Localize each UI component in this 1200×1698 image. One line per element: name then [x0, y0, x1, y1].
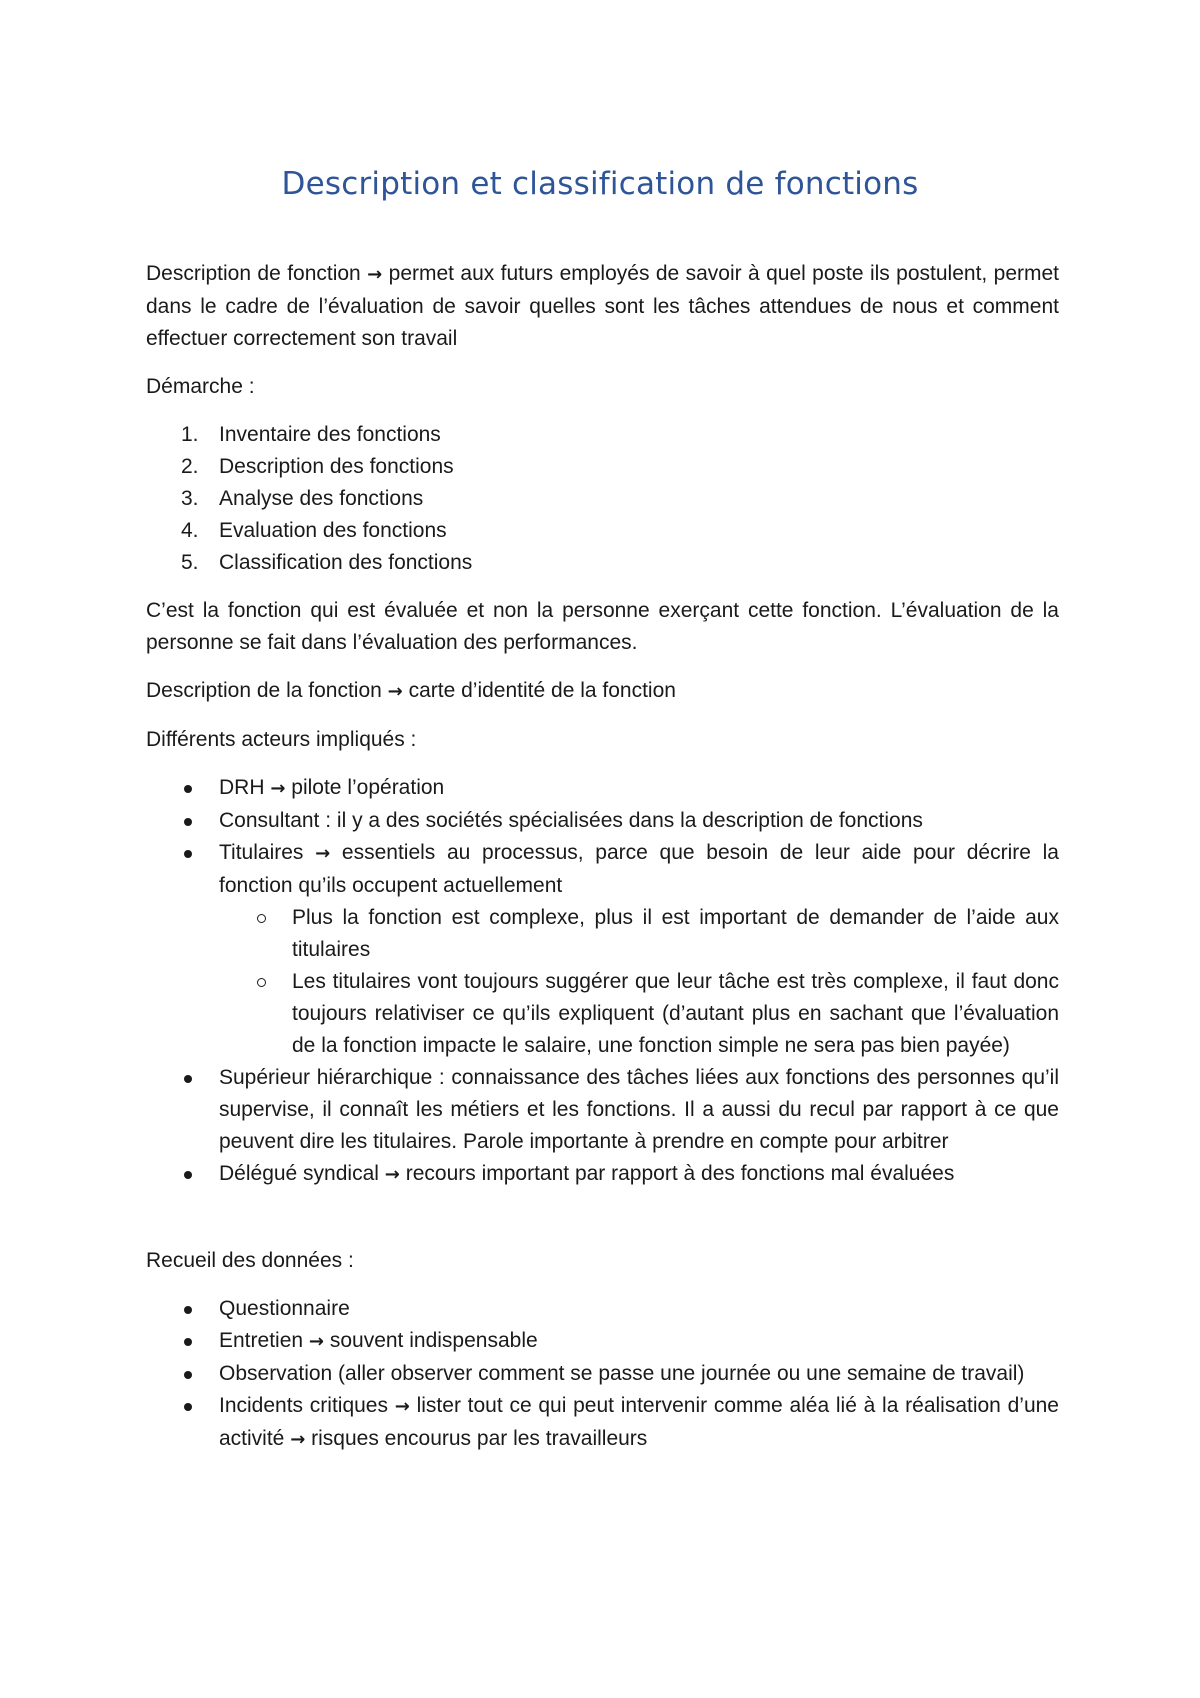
arrow-icon: →	[394, 1396, 410, 1417]
arrow-icon: →	[384, 1164, 400, 1185]
list-item	[146, 451, 1059, 483]
hollow-bullet-icon	[257, 978, 266, 987]
item-text: recours important par rapport à des fonctions mal évaluées	[405, 1162, 955, 1185]
list-item	[146, 837, 1059, 902]
list-item	[146, 805, 1059, 837]
demarche-label: Démarche :	[146, 375, 255, 398]
item-text: Inventaire des fonctions	[219, 423, 441, 446]
item-text: Supérieur hiérarchique : connaissance des tâches liées aux fonctions des personnes qu’il supervise, il connaît les métiers et les fonctions. Il a aussi du recul par rapport à ce que peuvent dire les titulaires. Parole importante à prendre en compte pour arbitrer	[219, 1066, 1059, 1153]
list-item	[146, 1062, 1059, 1158]
item-text: pilote l’opération	[291, 776, 445, 799]
bullet-icon	[184, 818, 192, 826]
sub-list-item	[219, 966, 1059, 1062]
bullet-icon	[184, 1306, 192, 1314]
intro-rest: permet aux futurs employés de savoir à quel poste ils postulent, permet dans le cadre de l’évaluation de savoir quelles sont les tâches attendues de nous et comment effectuer correctement son travail	[146, 262, 1059, 350]
item-lead: Délégué syndical	[219, 1162, 379, 1185]
recueil-list	[146, 1293, 1059, 1456]
list-item	[146, 547, 1059, 579]
bullet-icon	[184, 1338, 192, 1346]
item-text: Consultant : il y a des sociétés spécialisées dans la description de fonctions	[219, 809, 923, 832]
item-number: 1.	[181, 423, 199, 446]
bullet-icon	[184, 850, 192, 858]
arrow-icon: →	[270, 778, 286, 799]
blank-line	[146, 1207, 1059, 1245]
bullet-icon	[184, 1075, 192, 1083]
item-text: Observation (aller observer comment se passe une journée ou une semaine de travail)	[219, 1362, 1025, 1385]
item-text: souvent indispensable	[329, 1329, 538, 1352]
carte-paragraph	[146, 675, 1059, 708]
list-item	[146, 1293, 1059, 1325]
item-text: Analyse des fonctions	[219, 487, 424, 510]
intro-paragraph	[146, 258, 1059, 355]
carte-lead: Description de la fonction	[146, 679, 382, 702]
item-number: 5.	[181, 551, 199, 574]
bullet-icon	[184, 1171, 192, 1179]
list-item	[146, 515, 1059, 547]
sub-list-item	[219, 902, 1059, 966]
bullet-icon	[184, 1403, 192, 1411]
item-text: Evaluation des fonctions	[219, 519, 447, 542]
carte-rest: carte d’identité de la fonction	[408, 679, 676, 702]
list-item	[146, 419, 1059, 451]
hollow-bullet-icon	[257, 914, 266, 923]
acteurs-label: Différents acteurs impliqués :	[146, 728, 417, 751]
item-text: essentiels au processus, parce que besoin de leur aide pour décrire la fonction qu’ils occupent actuellement	[219, 841, 1059, 897]
bullet-icon	[184, 785, 192, 793]
item-lead: Entretien	[219, 1329, 304, 1352]
item-text: Plus la fonction est complexe, plus il est important de demander de l’aide aux titulaires	[292, 906, 1059, 961]
item-number: 3.	[181, 487, 199, 510]
list-item	[146, 1390, 1059, 1456]
list-item	[146, 772, 1059, 805]
list-item	[146, 1358, 1059, 1390]
item-number: 4.	[181, 519, 199, 542]
item-text: Questionnaire	[219, 1297, 350, 1320]
list-item	[146, 1325, 1059, 1358]
intro-lead: Description de fonction	[146, 262, 361, 285]
item-lead: Incidents critiques	[219, 1394, 388, 1417]
evaluation-note: C’est la fonction qui est évaluée et non la personne exerçant cette fonction. L’évaluation de la personne se fait dans l’évaluation des performances.	[146, 599, 1059, 654]
page-title: Description et classification de fonctions	[281, 166, 919, 202]
document-body	[146, 258, 1059, 1472]
arrow-icon: →	[387, 681, 403, 702]
item-number: 2.	[181, 455, 199, 478]
item-text: lister tout ce qui peut intervenir comme aléa lié à la réalisation d’une activité	[219, 1394, 1059, 1450]
acteurs-list	[146, 772, 1059, 1191]
steps-list	[146, 419, 1059, 579]
item-lead: Titulaires	[219, 841, 304, 864]
item-text: Classification des fonctions	[219, 551, 473, 574]
sub-list	[146, 902, 1059, 1062]
arrow-icon: →	[308, 1331, 324, 1352]
list-item	[146, 1158, 1059, 1191]
sub-list-wrapper	[146, 902, 1059, 1062]
item-text: risques encourus par les travailleurs	[311, 1427, 648, 1450]
arrow-icon: →	[315, 843, 331, 864]
list-item	[146, 483, 1059, 515]
item-text: Les titulaires vont toujours suggérer que leur tâche est très complexe, il faut donc toujours relativiser ce qu’ils expliquent (d’autant plus en sachant que l’évaluation de la fonction impacte le salaire, une fonction simple ne sera pas bien payée)	[292, 970, 1059, 1057]
item-text: Description des fonctions	[219, 455, 454, 478]
item-lead: DRH	[219, 776, 265, 799]
arrow-icon: →	[290, 1429, 306, 1450]
bullet-icon	[184, 1371, 192, 1379]
arrow-icon: →	[367, 264, 383, 285]
recueil-label: Recueil des données :	[146, 1249, 354, 1272]
